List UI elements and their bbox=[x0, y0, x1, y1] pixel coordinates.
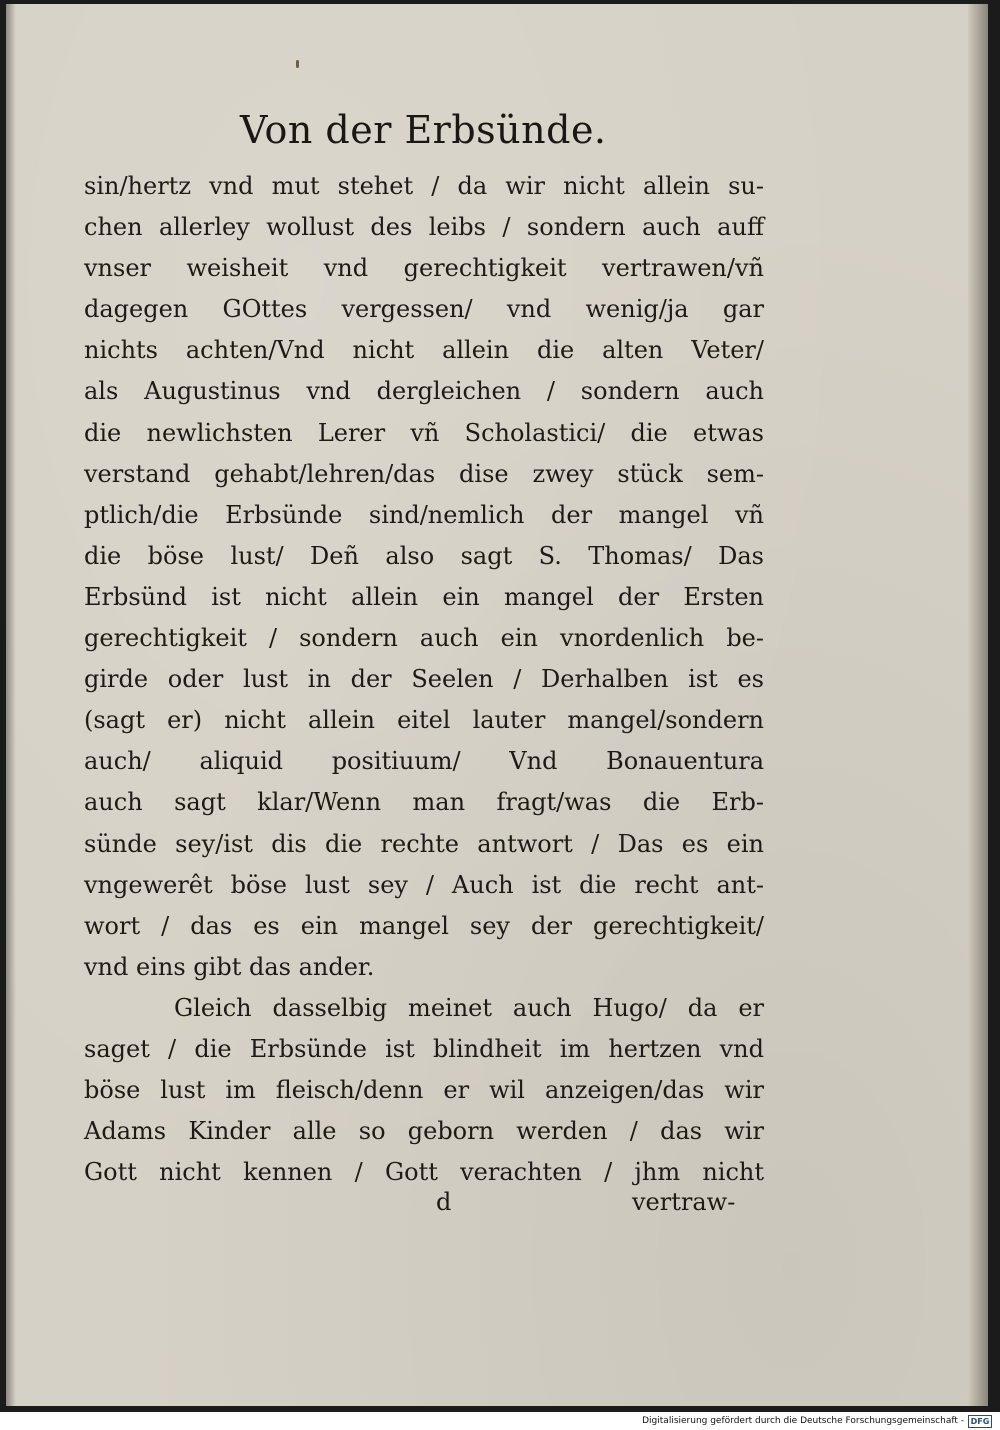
text-line: als Augustinus vnd dergleichen / sondern auch bbox=[84, 377, 764, 406]
signature-mark: d bbox=[436, 1188, 452, 1216]
text-line: Adams Kinder alle so geborn werden / das wir bbox=[84, 1117, 764, 1146]
text-line: vnd eins gibt das ander. bbox=[84, 952, 375, 981]
catchword: vertraw- bbox=[632, 1188, 736, 1216]
text-line: gerechtigkeit / sondern auch ein vnordenlich be- bbox=[84, 624, 764, 653]
page-gutter-shadow bbox=[6, 4, 16, 1406]
text-line: ptlich/die Erbsünde sind/nemlich der mangel vñ bbox=[84, 500, 764, 529]
dfg-logo: DFG bbox=[968, 1415, 992, 1428]
text-line: girde oder lust in der Seelen / Derhalben ist es bbox=[84, 665, 764, 694]
text-line: auch sagt klar/Wenn man fragt/was die Erb- bbox=[84, 788, 764, 817]
text-line: vngewerêt böse lust sey / Auch ist die recht ant- bbox=[84, 870, 764, 899]
text-line: wort / das es ein mangel sey der gerechtigkeit/ bbox=[84, 911, 764, 940]
text-line: böse lust im fleisch/denn er wil anzeigen/das wir bbox=[84, 1076, 764, 1105]
body-text bbox=[84, 166, 764, 1193]
page-edge bbox=[968, 4, 988, 1406]
text-line: dagegen GOttes vergessen/ vnd wenig/ja gar bbox=[84, 295, 764, 324]
text-line: die newlichsten Lerer vñ Scholastici/ die etwas bbox=[84, 418, 764, 447]
ink-speck bbox=[296, 60, 299, 68]
text-line: (sagt er) nicht allein eitel lauter mangel/sondern bbox=[84, 706, 764, 735]
text-line: sin/hertz vnd mut stehet / da wir nicht allein su- bbox=[84, 172, 764, 200]
text-line: vnser weisheit vnd gerechtigkeit vertrawen/vñ bbox=[84, 254, 764, 283]
text-line: die böse lust/ Deñ also sagt S. Thomas/ Das bbox=[84, 541, 764, 570]
page-heading: Von der Erbsünde. bbox=[240, 108, 607, 152]
footer-credit-text: Digitalisierung gefördert durch die Deutsche Forschungsgemeinschaft - bbox=[642, 1416, 964, 1426]
text-line: sünde sey/ist dis die rechte antwort / Das es ein bbox=[84, 829, 764, 858]
text-line: saget / die Erbsünde ist blindheit im hertzen vnd bbox=[84, 1034, 764, 1063]
text-line: Gott nicht kennen / Gott verachten / jhm nicht bbox=[84, 1158, 764, 1187]
text-line: nichts achten/Vnd nicht allein die alten Veter/ bbox=[84, 336, 764, 365]
footer-credit bbox=[642, 1413, 992, 1429]
text-line: Gleich dasselbig meinet auch Hugo/ da er bbox=[174, 993, 764, 1022]
text-line: Erbsünd ist nicht allein ein mangel der Ersten bbox=[84, 582, 764, 611]
text-line: verstand gehabt/lehren/das dise zwey stück sem- bbox=[84, 459, 764, 488]
text-line: auch/ aliquid positiuum/ Vnd Bonauentura bbox=[84, 747, 764, 776]
text-line: chen allerley wollust des leibs / sondern auch auff bbox=[84, 213, 764, 242]
